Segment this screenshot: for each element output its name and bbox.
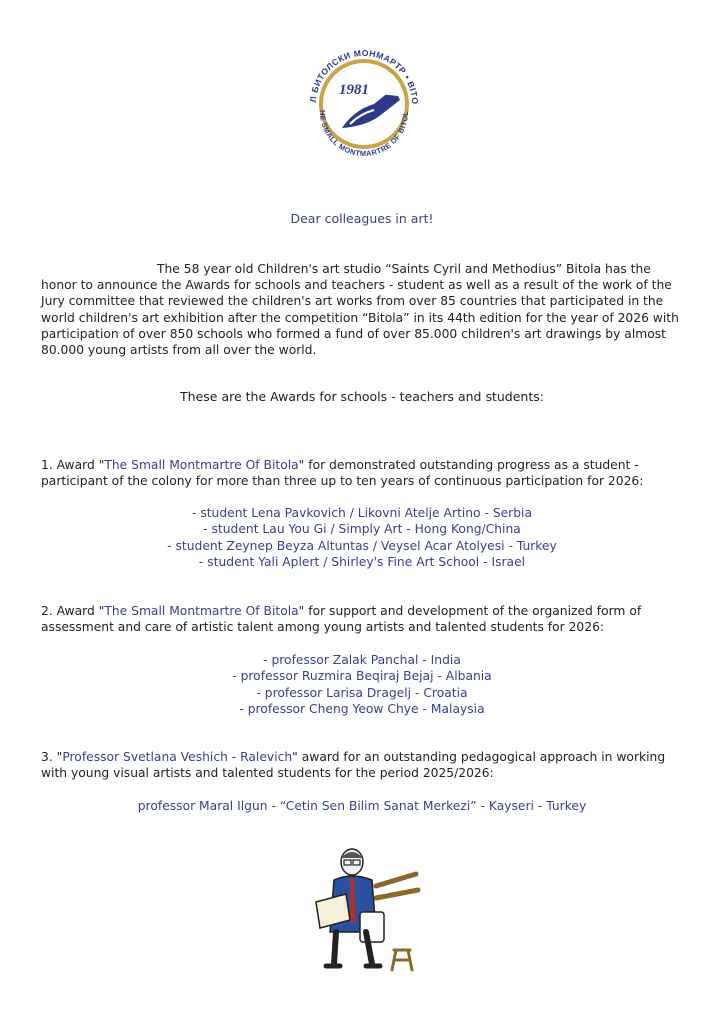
winner-item: - student Lena Pavkovich / Likovni Atelje Artino - Serbia bbox=[191, 506, 532, 520]
winner-item: professor Maral Ilgun - “Cetin Sen Bilim Sanat Merkezi” - Kayseri - Turkey bbox=[137, 799, 587, 813]
montmartre-logo bbox=[302, 42, 426, 166]
award-2-prefix: 2. Award " bbox=[41, 604, 105, 618]
winner-item: - student Lau You Gi / Simply Art - Hong Kong/China bbox=[203, 522, 521, 537]
award-3-prefix: 3. " bbox=[41, 750, 63, 764]
award-3-suffix: " award for an outstanding pedagogical approach in working with young visual artists and talented students for the period 2025/2026: bbox=[41, 750, 666, 781]
logo-ring-top-text: Л БИТОЛСКИ МОНМАРТР • BITO bbox=[307, 47, 421, 105]
logo-ring-bottom-text: HE SMALL MONTMARTRE OF BITOL bbox=[317, 109, 411, 159]
award-1-name: The Small Montmartre Of Bitola bbox=[104, 458, 299, 472]
greeting-heading: Dear colleagues in art! bbox=[290, 211, 434, 226]
artist-illustration bbox=[306, 846, 424, 976]
award-2-description bbox=[41, 603, 691, 635]
award-1-winners bbox=[0, 505, 724, 571]
winner-item: - student Yali Aplert / Shirley's Fine Art School - Israel bbox=[198, 555, 526, 570]
winner-item: - professor Ruzmira Beqiraj Bejaj - Albania bbox=[232, 669, 492, 684]
award-3-name: Professor Svetlana Veshich - Ralevich bbox=[62, 750, 293, 764]
logo-year: 1981 bbox=[339, 82, 369, 98]
award-2-name: The Small Montmartre Of Bitola bbox=[104, 604, 299, 618]
award-1-suffix: " for demonstrated outstanding progress as a student - participant of the colony for more than three up to ten years of continuous participation for 2026: bbox=[41, 458, 644, 489]
award-2-winners bbox=[0, 652, 724, 718]
winner-item: - professor Cheng Yeow Chye - Malaysia bbox=[239, 702, 485, 717]
painter-with-easel-icon bbox=[306, 846, 424, 976]
logo-emblem-icon bbox=[302, 42, 426, 166]
award-2-suffix: " for support and development of the organized form of assessment and care of artistic talent among young artists and talented students for 2026: bbox=[41, 604, 642, 635]
intro-paragraph bbox=[41, 261, 683, 358]
award-3-winners bbox=[0, 798, 724, 814]
award-3-description bbox=[41, 749, 691, 781]
intro-text: The 58 year old Children's art studio “Saints Cyril and Methodius” Bitola has the honor to announce the Awards for schools and teachers - student as well as a result of the work of the Jury committee that reviewed the children's art works from over 85 countries that participated in the world children's art exhibition after the competition “Bitola” in its 44th edition for the year of 2026 with participation of over 850 schools who formed a fund of over 85.000 children's art drawings by almost 80.000 young artists from all over the world. bbox=[41, 262, 679, 358]
awards-subheading: These are the Awards for schools - teachers and students: bbox=[180, 389, 544, 404]
award-1-description bbox=[41, 457, 691, 489]
winner-item: - professor Larisa Dragelj - Croatia bbox=[256, 685, 468, 700]
winner-item: - professor Zalak Panchal - India bbox=[263, 653, 461, 667]
award-1-prefix: 1. Award " bbox=[41, 458, 105, 472]
winner-item: - student Zeynep Beyza Altuntas / Veysel Acar Atolyesi - Turkey bbox=[167, 538, 557, 553]
